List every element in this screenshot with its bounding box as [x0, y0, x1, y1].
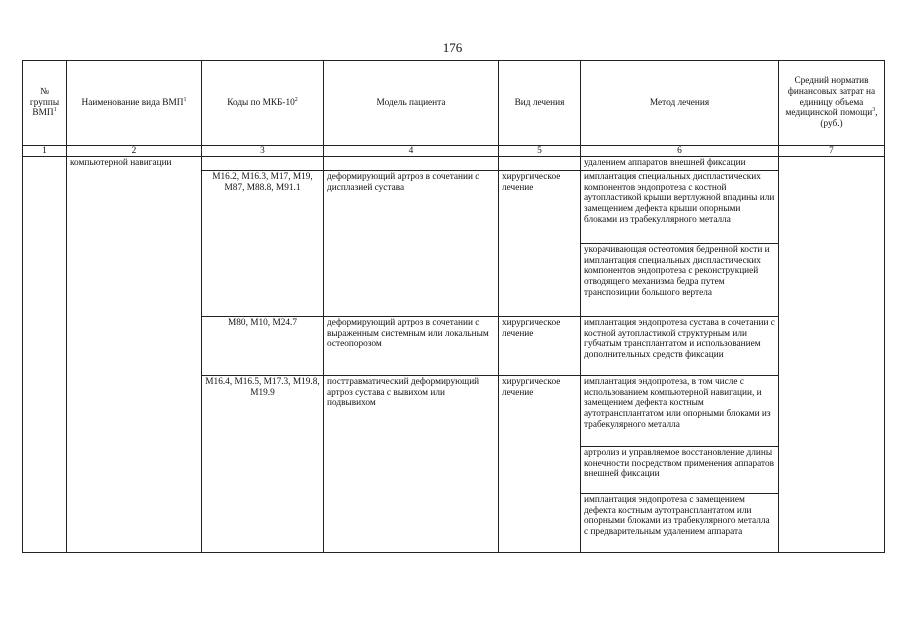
codes-cell: M16.2, M16.3, M17, M19, M87, M88.8, M91.1	[202, 170, 324, 316]
table-row	[23, 157, 885, 171]
codes-cell: M80, M10, M24.7	[202, 316, 324, 375]
vmp-table	[22, 60, 885, 553]
header-treatment-type: Вид лечения	[499, 61, 581, 146]
codes-cell: M16.4, M16.5, M17.3, M19.8, M19.9	[202, 375, 324, 552]
patient-model-cell: деформирующий артроз в сочетании с дисплазией сустава	[324, 170, 499, 316]
treatment-method-cell: удалением аппаратов внешней фиксации	[581, 157, 779, 171]
vmp-name-cell: компьютерной навигации	[67, 157, 202, 553]
codes-cell	[202, 157, 324, 171]
patient-model-cell: деформирующий артроз в сочетании с выраженным системным или локальным остеопорозом	[324, 316, 499, 375]
column-number: 3	[202, 146, 324, 157]
treatment-type-cell: хирургическое лечение	[499, 375, 581, 552]
treatment-method-cell: имплантация эндопротеза, в том числе с использованием компьютерной навигации, и замещением дефекта костным аутотрансплантатом или опорными блоками из трабекулярного металла	[581, 375, 779, 446]
patient-model-cell: посттравматический деформирующий артроз сустава с вывихом или подвывихом	[324, 375, 499, 552]
header-vmp-name: Наименование вида ВМП$^1$	[67, 61, 202, 146]
header-treatment-method: Метод лечения	[581, 61, 779, 146]
column-number: 2	[67, 146, 202, 157]
treatment-method-cell: укорачивающая остеотомия бедренной кости и имплантация специальных диспластических компонентов эндопротеза с реконструкцией отводящего механизма бедра путем транспозиции большого вертела	[581, 243, 779, 316]
header-patient-model: Модель пациента	[324, 61, 499, 146]
header-icd-codes: Коды по МКБ-$10^2$	[202, 61, 324, 146]
treatment-type-cell: хирургическое лечение	[499, 170, 581, 316]
treatment-method-cell: имплантация эндопротеза с замещением дефекта костным аутотрансплантатом или опорными блоками из трабекулярного металла с предварительным удалением аппарата	[581, 493, 779, 552]
header-avg-cost: Средний норматив финансовых затрат на единицу объема медицинской помощи$^3$, (руб.)	[779, 61, 885, 146]
treatment-method-cell: имплантация эндопротеза сустава в сочетании с костной аутопластикой структурным или губчатым трансплантатом и использованием дополнительных средств фиксации	[581, 316, 779, 375]
column-number: 4	[324, 146, 499, 157]
column-number: 1	[23, 146, 67, 157]
patient-model-cell	[324, 157, 499, 171]
avg-cost-cell	[779, 157, 885, 553]
header-group-no: № группы ВМП$^1$	[23, 61, 67, 146]
treatment-type-cell	[499, 157, 581, 171]
page-number: 176	[442, 40, 463, 55]
treatment-method-cell: артролиз и управляемое восстановление длины конечности посредством применения аппаратов внешней фиксации	[581, 446, 779, 493]
treatment-method-cell: имплантация специальных диспластических компонентов эндопротеза с костной аутопластикой крыши вертлужной впадины или замещением дефекта крыши опорными блоками из трабекуллярного металла	[581, 170, 779, 243]
column-number: 6	[581, 146, 779, 157]
header-row	[23, 61, 885, 146]
column-number-row	[23, 146, 885, 157]
treatment-type-cell: хирургическое лечение	[499, 316, 581, 375]
column-number: 7	[779, 146, 885, 157]
column-number: 5	[499, 146, 581, 157]
group-no-cell	[23, 157, 67, 553]
